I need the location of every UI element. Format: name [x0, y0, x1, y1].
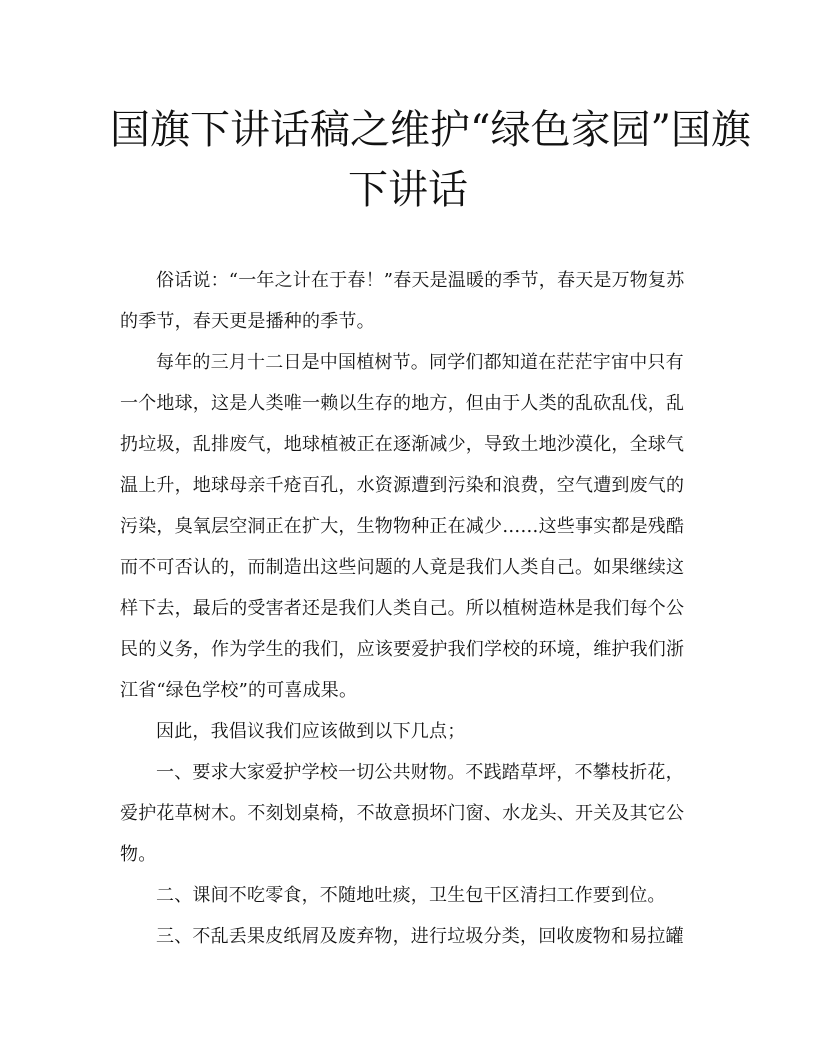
paragraph-1: [120, 260, 696, 342]
paragraph-3: [120, 711, 696, 752]
paragraph-line: 扔垃圾，乱排废气，地球植被正在逐渐减少，导致土地沙漠化，全球气: [120, 434, 685, 455]
paragraph-line: 三、不乱丢果皮纸屑及废弃物，进行垃圾分类，回收废物和易拉罐: [156, 926, 684, 947]
paragraph-4: [120, 752, 696, 875]
paragraph-line: 一个地球，这是人类唯一赖以生存的地方，但由于人类的乱砍乱伐，乱: [120, 393, 685, 414]
paragraph-line: 因此，我倡议我们应该做到以下几点；: [156, 721, 466, 742]
paragraph-line: 民的义务，作为学生的我们，应该要爱护我们学校的环境，维护我们浙: [120, 639, 685, 660]
paragraph-5: [120, 875, 696, 916]
paragraph-line: 而不可否认的，而制造出这些问题的人竟是我们人类自己。如果继续这: [120, 557, 685, 578]
paragraph-line: 每年的三月十二日是中国植树节。同学们都知道在茫茫宇宙中只有: [156, 352, 684, 373]
paragraph-line: 污染，臭氧层空洞正在扩大，生物物种正在减少……这些事实都是残酷: [120, 516, 685, 537]
title-line-1: 国旗下讲话稿之维护“绿色家园”国旗: [110, 107, 751, 153]
paragraph-line: 物。: [120, 844, 157, 865]
paragraph-line: 江省“绿色学校”的可喜成果。: [120, 680, 358, 701]
paragraph-line: 样下去，最后的受害者还是我们人类自己。所以植树造林是我们每个公: [120, 598, 685, 619]
paragraph-line: 温上升，地球母亲千疮百孔，水资源遭到污染和浪费，空气遭到废气的: [120, 475, 685, 496]
title-line-2: 下讲话: [348, 167, 468, 213]
paragraph-line: 爱护花草树木。不刻划桌椅，不故意损坏门窗、水龙头、开关及其它公: [120, 803, 685, 824]
paragraph-line: 一、要求大家爱护学校一切公共财物。不践踏草坪，不攀枝折花，: [156, 762, 684, 783]
paragraph-line: 俗话说：“一年之计在于春！”春天是温暖的季节，春天是万物复苏: [156, 270, 685, 291]
document-title: [110, 100, 751, 220]
paragraph-line: 的季节，春天更是播种的季节。: [120, 311, 375, 332]
paragraph-2: [120, 342, 696, 711]
document-body: [120, 260, 696, 957]
paragraph-6: [120, 916, 696, 957]
paragraph-line: 二、课间不吃零食，不随地吐痰，卫生包干区清扫工作要到位。: [156, 885, 666, 906]
